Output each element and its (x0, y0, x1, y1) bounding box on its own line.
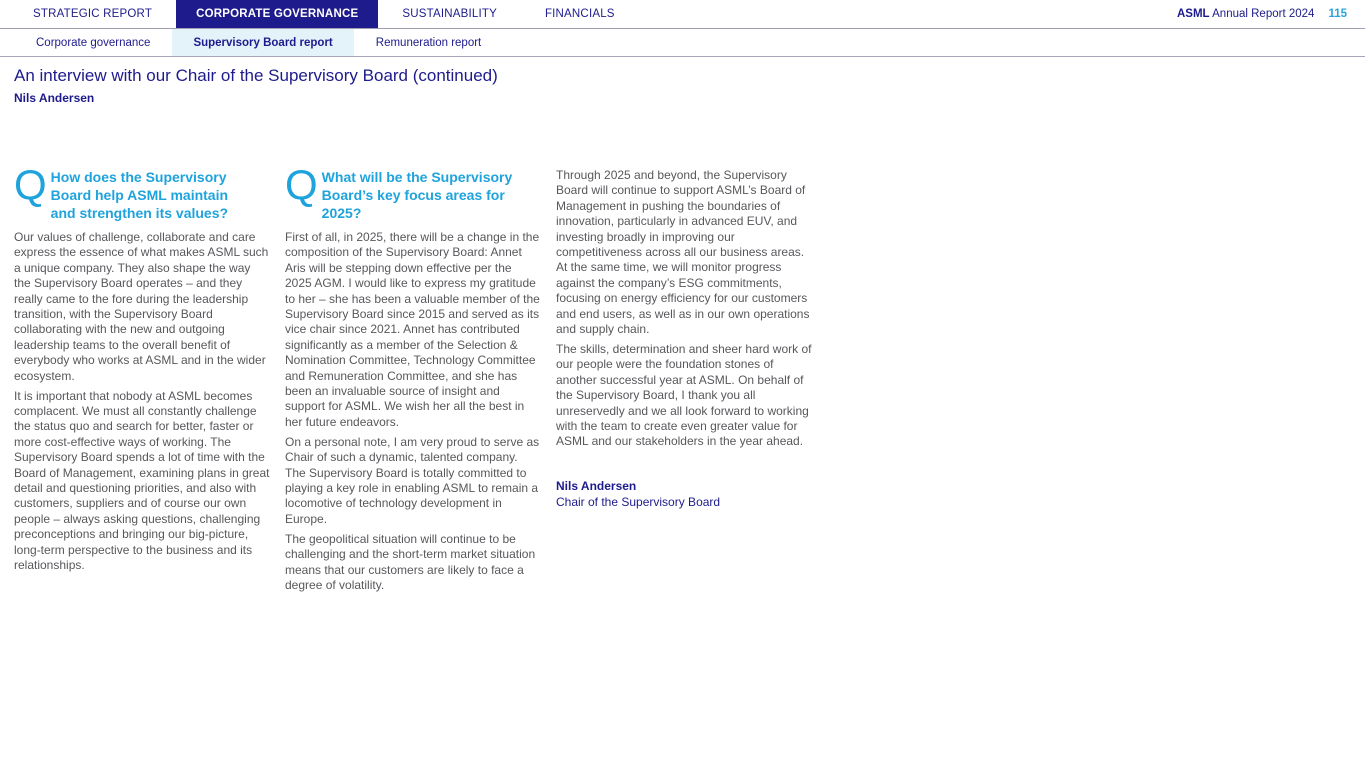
tab-strategic-report[interactable]: STRATEGIC REPORT (33, 8, 153, 20)
top-nav-tabs (0, 0, 639, 28)
question-icon: Q (14, 161, 46, 208)
report-brand-area (1177, 0, 1365, 28)
column-3 (556, 168, 812, 598)
page-title: An interview with our Chair of the Supervisory Board (continued) (14, 66, 498, 85)
question-2-text: What will be the Supervisory Board’s key focus areas for 2025? (321, 169, 513, 221)
question-2-block (285, 161, 541, 223)
subtab-supervisory-board-report[interactable]: Supervisory Board report (172, 29, 353, 56)
interview-content (14, 161, 1365, 598)
answer-paragraph: Through 2025 and beyond, the Supervisory Board will continue to support ASML’s Board of Management in pushing the boundaries of innovation, particularly in advanced EUV, and investing broadly in improving our competitiveness across all our business areas. At the same time, we will monitor progress against the company’s ESG commitments, focusing on energy efficiency for our customers and end users, as well as in our own operations and supply chain. (556, 168, 810, 337)
page-number: 115 (1328, 8, 1347, 20)
sub-navigation-bar (0, 29, 1365, 57)
page-header (14, 66, 1365, 105)
answer-paragraph: The skills, determination and sheer hard work of our people were the foundation stones of another successful year at ASML. On behalf of the Supervisory Board, I thank you all unreservedly and we all look forward to working with the team to create even greater value for ASML and our stakeholders in the year ahead. (556, 341, 812, 449)
answer-paragraph: First of all, in 2025, there will be a change in the composition of the Supervisory Board: Annet Aris will be stepping down effective per the 2025 AGM. I would like to express my gratitude to her – she has been a valuable member of the Supervisory Board since 2015 and served as its vice chair since 2021. Annet has contributed significantly as a member of the Selection & Nomination Committee, Technology Committee and Remuneration Committee, and she has been an invaluable source of insight and support for ASML. We wish her all the best in her future endeavors. (285, 230, 540, 429)
top-navigation-bar (0, 0, 1365, 29)
question-icon: Q (285, 161, 317, 208)
page-subtitle: Nils Andersen (14, 91, 95, 105)
question-1-text: How does the Supervisory Board help ASML maintain and strengthen its values? (50, 169, 229, 221)
subtab-remuneration-report[interactable]: Remuneration report (375, 36, 482, 49)
signature-block (556, 479, 812, 511)
brand-report-name: Annual Report 2024 (1212, 8, 1315, 20)
column-1 (14, 161, 270, 598)
brand-asml: ASML (1176, 8, 1210, 20)
signature-role: Chair of the Supervisory Board (556, 495, 721, 510)
answer-paragraph: On a personal note, I am very proud to serve as Chair of such a dynamic, talented company. The Supervisory Board is totally committed to playing a key role in enabling ASML to remain a locomotive of technology development in Europe. (285, 434, 540, 526)
report-brand (1177, 8, 1314, 20)
column-2 (285, 161, 541, 598)
question-1-block (14, 161, 270, 223)
tab-financials[interactable]: FINANCIALS (544, 8, 615, 20)
answer-paragraph: It is important that nobody at ASML becomes complacent. We must all constantly challenge the status quo and search for better, faster or more cost-effective ways of working. The Supervisory Board spends a lot of time with the Board of Management, examining plans in great detail and questioning priorities, and also with customers, suppliers and of course our own people – always asking questions, challenging preconceptions and bringing our big-picture, long-term perspective to the business and its relationships. (14, 388, 270, 573)
tab-corporate-governance[interactable]: CORPORATE GOVERNANCE (176, 0, 378, 28)
tab-sustainability[interactable]: SUSTAINABILITY (402, 8, 497, 20)
answer-paragraph: The geopolitical situation will continue to be challenging and the short-term market situation means that our customers are likely to face a degree of volatility. (285, 531, 536, 592)
subtab-corporate-governance[interactable]: Corporate governance (36, 36, 151, 49)
signature-name: Nils Andersen (556, 478, 637, 493)
answer-paragraph: Our values of challenge, collaborate and care express the essence of what makes ASML such a unique company. They also shape the way the Supervisory Board operates – and they really came to the fore during the leadership transition, with the Supervisory Board collaborating with the new and outgoing leadership teams to the overall benefit of everybody who works at ASML and in the wider ecosystem. (14, 230, 269, 383)
